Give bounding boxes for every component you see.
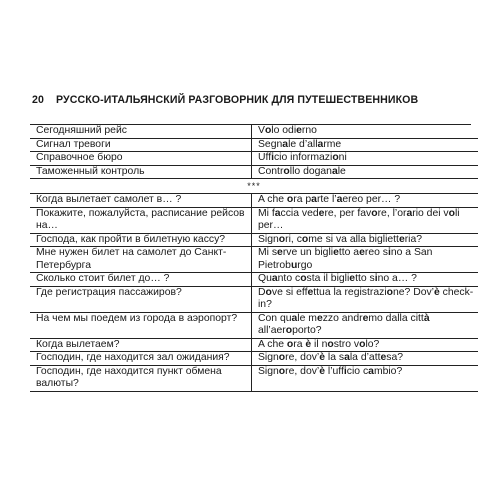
phrasebook-page (30, 94, 474, 392)
italian-phrase: Con quale mezzo andremo dalla città all’aeroporto? (252, 312, 479, 338)
russian-phrase: Сигнал тревоги (30, 138, 252, 152)
phrase-table (30, 125, 478, 392)
russian-phrase: Где регистрация пассажиров? (30, 286, 252, 312)
phrase-row (30, 138, 478, 152)
italian-phrase: A che ora è il nostro volo? (252, 338, 479, 352)
phrase-row (30, 312, 478, 338)
italian-phrase: A che ora parte l’aereo per… ? (252, 194, 479, 208)
italian-phrase: Volo odierno (252, 125, 479, 138)
header-rule (30, 108, 471, 125)
phrase-row (30, 273, 478, 287)
italian-phrase: Dove si effettua la registrazione? Dov’è check-in? (252, 286, 479, 312)
russian-phrase: Когда вылетает самолет в… ? (30, 194, 252, 208)
phrase-row (30, 207, 478, 233)
italian-phrase: Signori, come si va alla biglietteria? (252, 233, 479, 247)
phrase-row (30, 286, 478, 312)
phrase-row (30, 352, 478, 366)
phrase-row (30, 165, 478, 179)
phrase-group-airport (30, 194, 478, 392)
russian-phrase: Таможенный контроль (30, 165, 252, 179)
russian-phrase: Сколько стоит билет до… ? (30, 273, 252, 287)
phrase-row (30, 247, 478, 273)
italian-phrase: Signore, dov’è la sala d’attesa? (252, 352, 479, 366)
separator-row (30, 179, 478, 194)
book-title: РУССКО-ИТАЛЬЯНСКИЙ РАЗГОВОРНИК ДЛЯ ПУТЕШЕСТВЕННИКОВ (56, 94, 419, 106)
russian-phrase: Покажите, пожалуйста, расписание рейсов на… (30, 207, 252, 233)
italian-phrase: Controllo doganale (252, 165, 479, 179)
russian-phrase: Господа, как пройти в билетную кассу? (30, 233, 252, 247)
page-number: 20 (32, 94, 44, 106)
russian-phrase: Справочное бюро (30, 152, 252, 166)
page-header (30, 94, 471, 108)
russian-phrase: На чем мы поедем из города в аэропорт? (30, 312, 252, 338)
separator-stars: *** (30, 179, 478, 194)
russian-phrase: Господин, где находится пункт обмена валюты? (30, 365, 252, 391)
russian-phrase: Мне нужен билет на самолет до Санкт-Петербурга (30, 247, 252, 273)
italian-phrase: Mi serve un biglietto aereo sino a San Pietroburgo (252, 247, 479, 273)
russian-phrase: Господин, где находится зал ожидания? (30, 352, 252, 366)
phrase-row (30, 365, 478, 391)
phrase-row (30, 194, 478, 208)
russian-phrase: Когда вылетаем? (30, 338, 252, 352)
phrase-row (30, 152, 478, 166)
phrase-group-basic (30, 125, 478, 179)
italian-phrase: Quanto costa il biglietto sino a… ? (252, 273, 479, 287)
italian-phrase: Mi faccia vedere, per favore, l’orario dei voli per… (252, 207, 479, 233)
russian-phrase: Сегодняшний рейс (30, 125, 252, 138)
phrase-row (30, 125, 478, 138)
italian-phrase: Segnale d’allarme (252, 138, 479, 152)
italian-phrase: Signore, dov’è l’ufficio cambio? (252, 365, 479, 391)
italian-phrase: Ufficio informazioni (252, 152, 479, 166)
phrase-row (30, 233, 478, 247)
phrase-row (30, 338, 478, 352)
